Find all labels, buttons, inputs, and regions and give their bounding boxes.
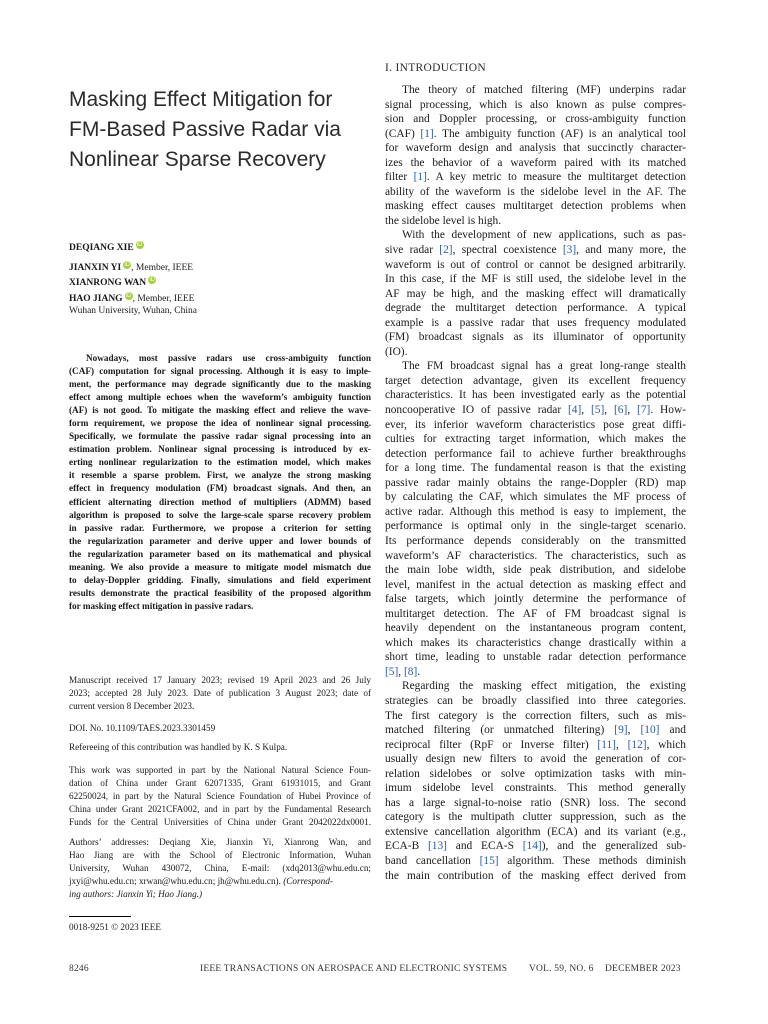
body-line xyxy=(385,563,686,578)
body-line xyxy=(385,781,686,796)
author-line xyxy=(69,261,193,275)
title-line: Nonlinear Sparse Recovery xyxy=(69,148,326,171)
authors-addresses xyxy=(69,836,371,901)
body-line xyxy=(385,272,686,287)
body-text-run: , xyxy=(615,738,628,751)
body-text-run: target detection advantage, given its excellent frequency xyxy=(385,374,686,387)
citation-link[interactable]: [14] xyxy=(522,840,542,853)
citation-link[interactable]: [10] xyxy=(640,724,660,737)
body-text-run: by calculating the CAF, which simulates the MF process of xyxy=(385,491,686,504)
body-text-run: , and many more, the xyxy=(576,244,686,257)
body-line xyxy=(385,636,686,651)
body-text-run: , xyxy=(627,724,641,737)
body-line xyxy=(385,141,686,156)
body-text-run: ECA-B xyxy=(385,840,428,853)
body-line xyxy=(385,839,686,854)
footnote-text: jxyi@whu.edu.cn; xrwan@whu.edu.cn; jh@whu.edu.cn). xyxy=(69,876,284,886)
abstract-line: effect among multiple echoes when the waveform’s ambiguity function xyxy=(69,392,371,403)
abstract-line: ment, the performance may degrade significantly due to the masking xyxy=(69,379,371,390)
body-text-run: sion and Doppler processing, or cross-ambiguity function xyxy=(385,113,686,126)
author-line xyxy=(69,292,194,306)
author-line xyxy=(69,241,144,255)
body-text-run: relation sidelobes or solve optimization tasks with min- xyxy=(385,767,686,780)
body-line xyxy=(385,199,686,214)
body-text-run: noncooperative IO of passive radar xyxy=(385,404,568,417)
body-line xyxy=(385,403,686,418)
body-text-run: With the development of new applications, such as pas- xyxy=(402,229,686,242)
citation-link[interactable]: [6] xyxy=(614,404,628,417)
body-text-run: passive radar mainly obtains the range-Doppler (RD) map xyxy=(385,476,686,489)
author-name: XIANRONG WAN xyxy=(69,278,147,288)
body-text-run: . How- xyxy=(650,404,686,417)
footnote-line: ing authors: Jianxin Yi; Hao Jiang.) xyxy=(69,889,203,899)
body-text-run: band cancellation xyxy=(385,854,480,867)
abstract-line: efficient alternating direction method of multipliers (ADMM) based xyxy=(69,496,371,507)
journal-name: IEEE TRANSACTIONS ON AEROSPACE AND ELECTRONIC SYSTEMS xyxy=(200,964,508,974)
orcid-icon[interactable]: iD xyxy=(125,293,132,299)
issue-date: DECEMBER 2023 xyxy=(605,964,681,974)
body-line xyxy=(385,709,686,724)
body-text-run: Its performance depends considerably on the transmitted xyxy=(385,534,686,547)
body-line xyxy=(385,752,686,767)
citation-link[interactable]: [1] xyxy=(413,171,427,184)
paper-title xyxy=(69,85,369,175)
body-line xyxy=(385,170,686,185)
body-text-run: detection performance fail to achieve further breakthroughs xyxy=(385,447,686,460)
body-line xyxy=(385,388,686,403)
body-text-run: characteristics. It has been investigated early as the potential xyxy=(385,389,686,402)
footnote-line: Hao Jiang are with the School of Electronic Information, Wuhan xyxy=(69,850,371,860)
orcid-icon[interactable]: iD xyxy=(149,277,155,283)
orcid-icon[interactable]: iD xyxy=(136,242,143,248)
body-line xyxy=(385,549,686,564)
body-line xyxy=(385,665,686,680)
abstract-line: it resemble a sparse problem. First, we analyze the strong masking xyxy=(69,470,371,481)
body-line xyxy=(385,374,686,389)
abstract-line: results demonstrate the practical feasibility of the proposed algorithm xyxy=(69,587,371,598)
body-text-run: waveform’s AF characteristics. The characteristics, such as xyxy=(385,549,686,562)
body-text-run: the sidelobe level is high. xyxy=(385,214,502,227)
body-text-run: strategies can be broadly classified into three categories. xyxy=(385,694,686,707)
citation-link[interactable]: [1] xyxy=(420,127,434,140)
footnote-line: Funds for the Central Universities of China under Grant 2042022dx0001. xyxy=(69,817,371,827)
body-text-run: imum sidelobe level constraints. This method generally xyxy=(385,782,686,795)
body-text-run: signal processing, which is also known as pulse compres- xyxy=(385,98,686,111)
body-line xyxy=(385,476,686,491)
body-line xyxy=(385,432,686,447)
body-text xyxy=(385,83,686,883)
abstract-line: to delay-Doppler gridding. Finally, simulations and field experiment xyxy=(69,574,371,585)
body-text-run: filter xyxy=(385,171,414,184)
author-name: JIANXIN YI xyxy=(69,263,122,273)
body-text-run: degrade the multitarget detection performance. A typical xyxy=(385,302,686,315)
body-text-run: , xyxy=(604,404,615,417)
title-line: Masking Effect Mitigation for xyxy=(69,88,333,111)
footnote-line: China under Grant 2021CFA002, and in part by the Fundamental Research xyxy=(69,804,371,814)
body-line xyxy=(385,505,686,520)
abstract-line: form requirement, we propose the idea of nonlinear signal processing. xyxy=(69,418,371,429)
body-text-run: and ECA-S xyxy=(446,840,523,853)
body-text-run: has a large signal-to-noise ratio (SNR) loss. The second xyxy=(385,796,686,809)
citation-link[interactable]: [8] xyxy=(404,665,418,678)
body-line xyxy=(385,418,686,433)
body-text-run: masking effect causes multitarget detection problems when xyxy=(385,200,686,213)
body-text-run: waveform is out of control or cannot be designed arbitrarily. xyxy=(385,258,686,271)
abstract-line: Specifically, we formulate the passive radar signal processing into an xyxy=(69,431,371,442)
body-text-run: . A key metric to measure the multitarget detection xyxy=(426,171,686,184)
body-line xyxy=(385,258,686,273)
body-text-run: category is the multipath clutter suppression, such as the xyxy=(385,811,686,824)
body-text-run: for waveform design and analysis that succinctly character- xyxy=(385,142,686,155)
citation-link[interactable]: [7] xyxy=(637,404,651,417)
body-text-run: In this case, if the MF is still used, the sidelobe level in the xyxy=(385,273,686,286)
body-text-run: usually design new filters to avoid the generation of cor- xyxy=(385,753,686,766)
body-line xyxy=(385,345,686,360)
abstract-line: the regularization parameter based on its mathematical and physical xyxy=(69,548,371,559)
body-line xyxy=(385,359,686,374)
citation-link[interactable]: [5] xyxy=(385,665,399,678)
footnote-line: This work was supported in part by the National Natural Science Foun- xyxy=(69,765,371,775)
body-line xyxy=(385,767,686,782)
citation-link[interactable]: [13] xyxy=(427,840,447,853)
citation-link[interactable]: [5] xyxy=(591,404,605,417)
abstract-line: algorithm is proposed to solve the large-scale sparse recovery problem xyxy=(69,509,371,520)
abstract-line: (AF) is not good. To mitigate the masking effect and relieve the wave- xyxy=(69,405,371,416)
footnote-line: Manuscript received 17 January 2023; revised 19 April 2023 and 26 July xyxy=(69,675,371,685)
author-suffix: , Member, IEEE xyxy=(131,263,194,273)
body-text-run: ever, its inferior waveform characteristics pose great diffi- xyxy=(385,418,686,431)
body-text-run: for a long time. The fundamental reason is that the existing xyxy=(385,462,686,475)
citation-link[interactable]: [3] xyxy=(562,244,577,257)
abstract-line: for masking effect mitigation in passive radars. xyxy=(69,600,254,611)
body-line xyxy=(385,723,686,738)
abstract-line: effect in frequency modulation (FM) broadcast signals. And then, an xyxy=(69,483,371,494)
body-line xyxy=(385,447,686,462)
body-text-run: example is a passive radar that uses frequency modulated xyxy=(385,316,686,329)
body-line xyxy=(385,650,686,665)
body-text-run: active radar. Although this method is easy to implement, the xyxy=(385,505,686,518)
body-text-run: , xyxy=(398,665,404,678)
body-text-run: culties for extracting target information, which makes the xyxy=(385,433,686,446)
body-text-run: . The ambiguity function (AF) is an analytical tool xyxy=(433,127,686,140)
body-line xyxy=(385,461,686,476)
body-line xyxy=(385,243,686,258)
body-line xyxy=(385,214,686,229)
footnote-line: dation of China under Grant 62071335, Grant 61931015, and Grant xyxy=(69,778,371,788)
abstract-line: erting nonlinear regularization to the estimation model, which makes xyxy=(69,457,371,468)
footnote-line: Authors’ addresses: Deqiang Xie, Jianxin Yi, Xianrong Wan, and xyxy=(69,837,371,847)
body-text-run: false targets, which jointly determine the performance of xyxy=(385,593,686,606)
body-line xyxy=(385,185,686,200)
body-line xyxy=(385,534,686,549)
body-text-run: and xyxy=(659,724,686,737)
body-text-run: The theory of matched filtering (MF) underpins radar xyxy=(402,84,686,96)
footnote-italic: (Correspond- xyxy=(283,876,333,886)
affiliation: Wuhan University, Wuhan, China xyxy=(69,306,197,316)
citation-link[interactable]: [4] xyxy=(567,404,582,417)
footnote-line: University, Wuhan 430072, China, E-mail: (xdq2013@whu.edu.cn; xyxy=(69,863,371,873)
footnote-divider xyxy=(69,916,131,917)
body-line xyxy=(385,156,686,171)
abstract-line: in passive radar. Furthermore, we propose a criterion for setting xyxy=(69,522,371,533)
body-text-run: izes the behavior of a waveform paired with its matched xyxy=(385,156,686,169)
abstract-line: the regularization parameter and derive upper and lower bounds of xyxy=(69,535,371,546)
abstract-line: estimation problem. Nonlinear signal processing is introduced by ex- xyxy=(69,444,371,455)
body-line xyxy=(385,578,686,593)
body-text-run: extensive cancellation algorithm (ECA) and its variant (e.g., xyxy=(385,825,686,838)
body-line xyxy=(385,316,686,331)
citation-link[interactable]: [2] xyxy=(439,244,453,257)
body-line xyxy=(385,796,686,811)
citation-link[interactable]: [12] xyxy=(627,738,647,751)
abstract-line: meaning. We also provide a measure to mitigate model mismatch due xyxy=(69,561,371,572)
body-line xyxy=(385,694,686,709)
doi[interactable]: DOI. No. 10.1109/TAES.2023.3301459 xyxy=(69,723,216,733)
abstract xyxy=(69,352,371,613)
body-line xyxy=(385,825,686,840)
body-text-run: The FM broadcast signal has a great long-range stealth xyxy=(402,360,686,373)
citation-link[interactable]: [15] xyxy=(479,854,499,867)
footnote-line: 62250024, in part by the Natural Science Foundation of Hubei Province of xyxy=(69,791,371,801)
body-text-run: sive radar xyxy=(385,244,440,257)
author-suffix: , Member, IEEE xyxy=(132,294,195,304)
body-line xyxy=(385,287,686,302)
body-line xyxy=(385,519,686,534)
body-line xyxy=(385,98,686,113)
body-text-run: The first category is the correction filters, such as mis- xyxy=(385,709,686,722)
body-text-run: , which xyxy=(646,738,686,751)
footnote-line: current version 8 December 2023. xyxy=(69,701,195,711)
body-line xyxy=(385,607,686,622)
body-text-run: multitarget detection. The AF of FM broadcast signal is xyxy=(385,607,686,620)
body-text-run: algorithm. These methods diminish xyxy=(498,854,686,867)
body-text-run: (FM) broadcast signals as its illuminator of opportunity xyxy=(385,331,686,344)
body-line xyxy=(385,679,686,694)
body-text-run: . xyxy=(417,665,421,678)
refereeing-note: Refereeing of this contribution was handled by K. S Kulpa. xyxy=(69,742,288,752)
body-text-run: matched filtering (or unmatched filtering) xyxy=(385,724,615,737)
abstract-line: Nowadays, most passive radars use cross-ambiguity function xyxy=(86,353,371,363)
citation-link[interactable]: [11] xyxy=(597,738,616,751)
citation-link[interactable]: [9] xyxy=(614,724,628,737)
body-line xyxy=(385,83,686,98)
body-line xyxy=(385,810,686,825)
author-name: DEQIANG XIE xyxy=(69,243,134,253)
body-text-run: (IO). xyxy=(385,345,408,358)
title-line: FM-Based Passive Radar via xyxy=(69,118,341,141)
body-line xyxy=(385,869,686,884)
abstract-line: (CAF) computation for signal processing. Although it is easy to imple- xyxy=(69,366,371,377)
body-text-run: , spectral coexistence xyxy=(452,244,563,257)
body-text-run: , xyxy=(581,404,591,417)
body-text-run: ), and the generalized sub- xyxy=(541,840,686,853)
volume-info: VOL. 59, NO. 6 xyxy=(529,964,594,974)
section-heading: I. INTRODUCTION xyxy=(385,62,486,74)
funding-note xyxy=(69,764,371,829)
body-line xyxy=(385,228,686,243)
footnote-line: 2023; accepted 28 July 2023. Date of publication 3 August 2023; date of xyxy=(69,688,371,698)
body-line xyxy=(385,738,686,753)
author-name: HAO JIANG xyxy=(69,294,123,304)
body-text-run: which makes its characteristics change drastically within a xyxy=(385,636,686,649)
body-text-run: the main lobe width, side peak distribution, and sidelobe xyxy=(385,564,686,577)
manuscript-dates xyxy=(69,674,371,713)
body-text-run: reciprocal filter (RpF or Inverse filter) xyxy=(385,738,598,751)
body-text-run: short time, leading to unstable radar detection performance xyxy=(385,651,686,664)
body-text-run: heavily dependent on the instantaneous program content, xyxy=(385,622,686,635)
body-text-run: level, manifest in the actual detection as masking effect and xyxy=(385,578,686,591)
orcid-icon[interactable]: iD xyxy=(124,262,130,268)
body-line xyxy=(385,112,686,127)
body-line xyxy=(385,127,686,142)
body-text-run: Regarding the masking effect mitigation, the existing xyxy=(402,680,686,693)
body-text-run: performance is optimal only in the single-target scenario. xyxy=(385,520,686,533)
body-text-run: (CAF) xyxy=(385,127,421,140)
body-text-run: ability of the waveform is the sidelobe level in the AF. The xyxy=(385,185,686,198)
body-text-run: , xyxy=(627,404,638,417)
footnote-line xyxy=(69,875,371,888)
body-line xyxy=(385,330,686,345)
author-line xyxy=(69,276,156,290)
body-line xyxy=(385,301,686,316)
body-text-run: the main contribution of the masking effect derived from xyxy=(385,869,686,882)
page-number: 8246 xyxy=(69,964,89,974)
body-line xyxy=(385,854,686,869)
body-text-run: AF may be high, and the masking effect will dramatically xyxy=(385,287,686,300)
body-line xyxy=(385,621,686,636)
body-line xyxy=(385,490,686,505)
body-line xyxy=(385,592,686,607)
copyright: 0018-9251 © 2023 IEEE xyxy=(69,922,161,932)
